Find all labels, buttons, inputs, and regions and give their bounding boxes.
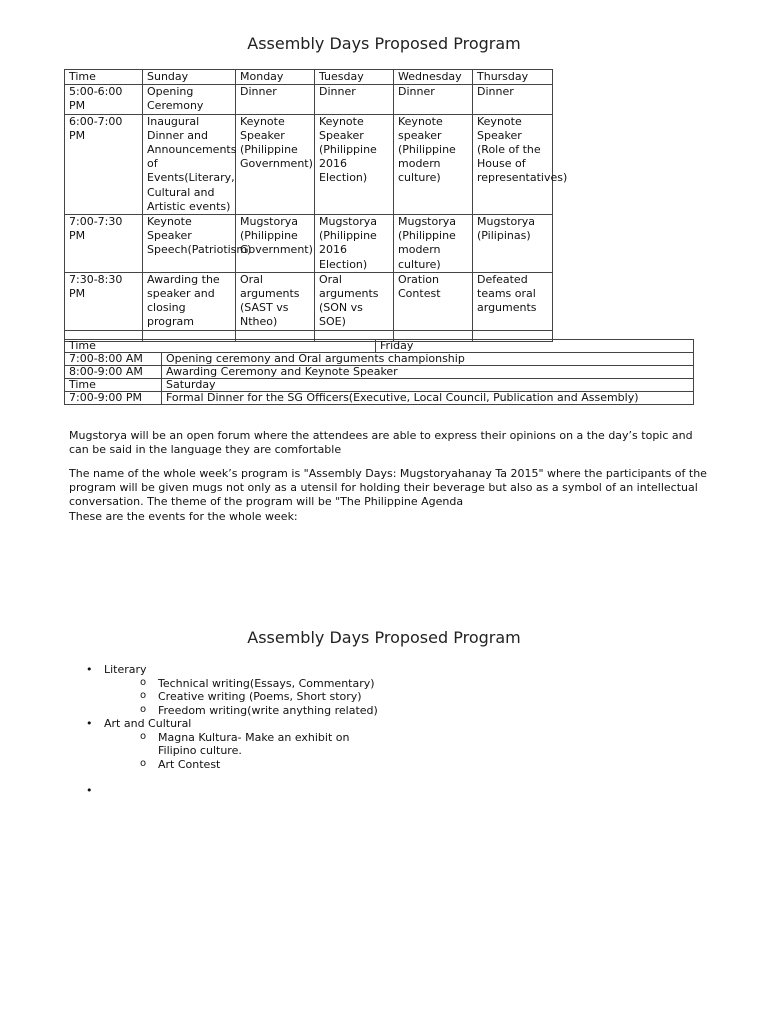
table-cell: Keynote Speaker (Role of the House of representatives) bbox=[473, 114, 553, 214]
table-cell: Keynote Speaker Speech(Patriotism) bbox=[143, 215, 236, 273]
table-cell: 7:00-7:30 PM bbox=[65, 215, 143, 273]
list-item: o Magna Kultura- Make an exhibit on Filipino culture. bbox=[140, 731, 386, 758]
program-name-description: The name of the whole week’s program is "Assembly Days: Mugstoryahanay Ta 2015" where the participants of the program will be given mugs not only as a utensil for holding their beverage but also as a symbol of an intellectual conversation. The theme of the program will be "The Philippine Agenda bbox=[69, 467, 707, 509]
table-cell: 6:00-7:00 PM bbox=[65, 114, 143, 214]
table-cell: 8:00-9:00 AM bbox=[65, 366, 162, 379]
header-cell: Thursday bbox=[473, 70, 553, 85]
header-cell: Tuesday bbox=[315, 70, 394, 85]
table-cell: Keynote speaker (Philippine modern culture) bbox=[394, 114, 473, 214]
category-label: Art and Cultural bbox=[104, 717, 192, 730]
table-cell: Oral arguments (SON vs SOE) bbox=[315, 272, 394, 330]
header-cell: Time bbox=[65, 70, 143, 85]
table-header-row bbox=[65, 379, 694, 392]
table-row bbox=[65, 215, 553, 273]
table-cell: 7:00-8:00 AM bbox=[65, 353, 162, 366]
header-cell: Sunday bbox=[143, 70, 236, 85]
table-cell: 7:00-9:00 PM bbox=[65, 392, 162, 405]
sub-list bbox=[104, 677, 386, 718]
table-cell: Mugstorya (Philippine 2016 Election) bbox=[315, 215, 394, 273]
header-cell: Wednesday bbox=[394, 70, 473, 85]
list-item bbox=[86, 663, 386, 717]
events-list bbox=[86, 663, 386, 798]
page-title: Assembly Days Proposed Program bbox=[247, 34, 521, 53]
table-row bbox=[65, 353, 694, 366]
list-item bbox=[86, 717, 386, 771]
table-cell: Keynote Speaker (Philippine Government) bbox=[236, 114, 315, 214]
table-cell: Oration Contest bbox=[394, 272, 473, 330]
header-cell: Time bbox=[65, 340, 376, 353]
header-cell: Monday bbox=[236, 70, 315, 85]
table-cell: Mugstorya (Philippine Government) bbox=[236, 215, 315, 273]
weekday-schedule-table bbox=[64, 69, 568, 342]
header-cell: Friday bbox=[376, 340, 694, 353]
table-cell: Awarding Ceremony and Keynote Speaker bbox=[162, 366, 694, 379]
table-cell: Dinner bbox=[394, 85, 473, 114]
table-cell: Opening ceremony and Oral arguments championship bbox=[162, 353, 694, 366]
table-cell: 5:00-6:00 PM bbox=[65, 85, 143, 114]
list-item: o Creative writing (Poems, Short story) bbox=[140, 690, 386, 704]
table-cell: 7:30-8:30 PM bbox=[65, 272, 143, 330]
header-cell: Time bbox=[65, 379, 162, 392]
table-row bbox=[65, 272, 553, 330]
table-row bbox=[65, 114, 553, 214]
table-cell: Formal Dinner for the SG Officers(Executive, Local Council, Publication and Assembly) bbox=[162, 392, 694, 405]
mugstorya-description: Mugstorya will be an open forum where the attendees are able to express their opinions on a the day’s topic and can be said in the language they are comfortable bbox=[69, 429, 693, 457]
weekend-schedule-table bbox=[64, 339, 694, 405]
table-cell: Opening Ceremony bbox=[143, 85, 236, 114]
table-row bbox=[65, 85, 553, 114]
list-item: o Technical writing(Essays, Commentary) bbox=[140, 677, 386, 691]
table-cell: Mugstorya (Philippine modern culture) bbox=[394, 215, 473, 273]
table-cell: Keynote Speaker (Philippine 2016 Election) bbox=[315, 114, 394, 214]
table-row bbox=[65, 366, 694, 379]
empty-list-item bbox=[86, 784, 386, 798]
table-cell: Dinner bbox=[315, 85, 394, 114]
sub-list bbox=[104, 731, 386, 772]
section-title: Assembly Days Proposed Program bbox=[247, 628, 521, 647]
table-cell: Oral arguments (SAST vs Ntheo) bbox=[236, 272, 315, 330]
table-cell: Dinner bbox=[236, 85, 315, 114]
category-label: Literary bbox=[104, 663, 147, 676]
header-cell: Saturday bbox=[162, 379, 694, 392]
table-cell: Inaugural Dinner and Announcements of Events(Literary, Cultural and Artistic events) bbox=[143, 114, 236, 214]
list-item: o Freedom writing(write anything related) bbox=[140, 704, 386, 718]
table-cell: Defeated teams oral arguments bbox=[473, 272, 553, 330]
list-item: o Art Contest bbox=[140, 758, 386, 772]
table-header-row bbox=[65, 70, 553, 85]
table-cell: Dinner bbox=[473, 85, 553, 114]
table-cell: Awarding the speaker and closing program bbox=[143, 272, 236, 330]
table-header-row bbox=[65, 340, 694, 353]
events-intro: These are the events for the whole week: bbox=[69, 510, 298, 523]
table-row bbox=[65, 392, 694, 405]
table-cell: Mugstorya (Pilipinas) bbox=[473, 215, 553, 273]
